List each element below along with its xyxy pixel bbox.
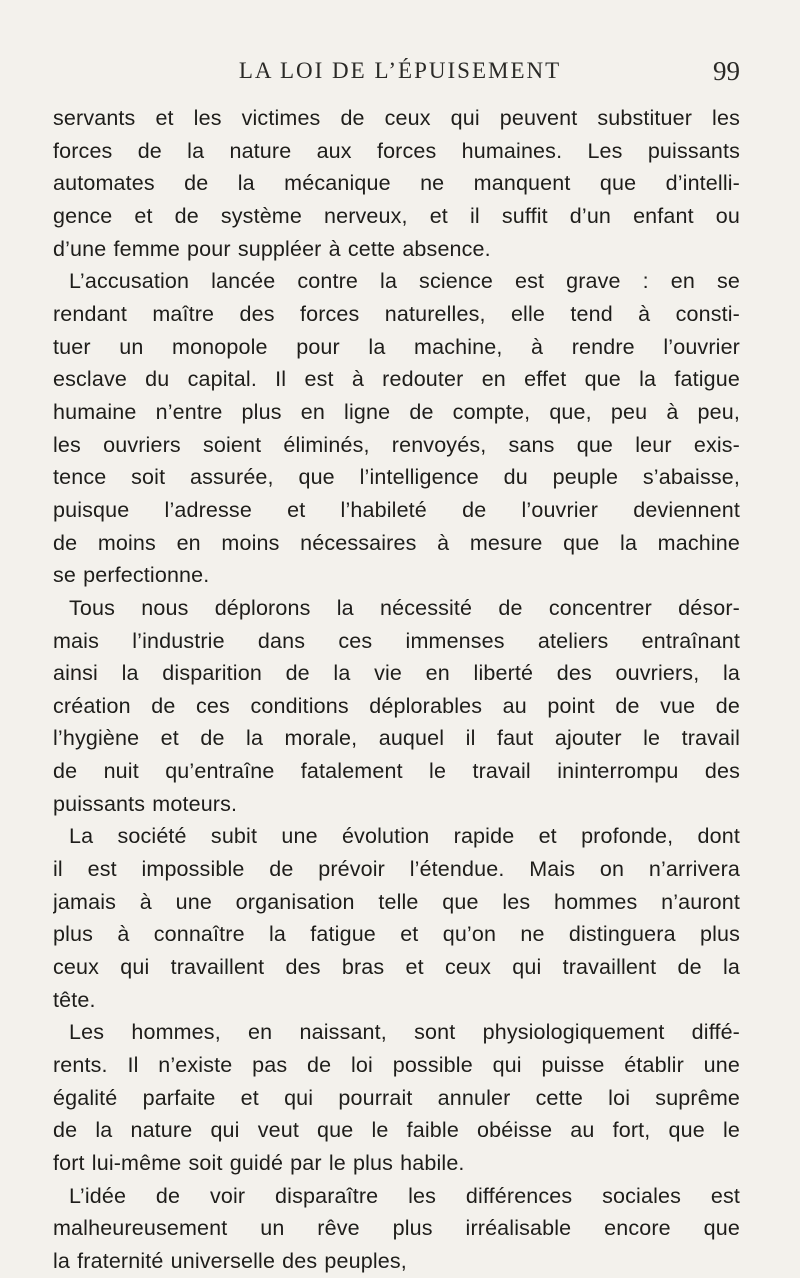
paragraph xyxy=(53,820,740,1016)
text-line: puissants moteurs. xyxy=(53,791,238,816)
text-line: ceux qui travaillent des bras et ceux qui travaillent de la xyxy=(53,955,740,980)
paragraph xyxy=(53,1180,740,1278)
text-line: mais l’industrie dans ces immenses ateliers entraînant xyxy=(53,628,740,653)
text-line: Les hommes, en naissant, sont physiologiquement diffé- xyxy=(69,1020,740,1045)
text-line: rendant maître des forces naturelles, elle tend à consti- xyxy=(53,301,740,326)
text-line: création de ces conditions déplorables au point de vue de xyxy=(53,693,740,718)
text-line: de moins en moins nécessaires à mesure que la machine xyxy=(53,530,740,555)
text-line: égalité parfaite et qui pourrait annuler cette loi suprême xyxy=(53,1085,740,1110)
text-line: esclave du capital. Il est à redouter en effet que la fatigue xyxy=(53,367,740,392)
text-line: L’idée de voir disparaître les différences sociales est xyxy=(69,1183,740,1208)
text-line: tuer un monopole pour la machine, à rendre l’ouvrier xyxy=(53,334,740,359)
body-text xyxy=(53,102,740,1278)
paragraph xyxy=(53,265,740,592)
page-number: 99 xyxy=(713,56,740,86)
text-line: plus à connaître la fatigue et qu’on ne distinguera plus xyxy=(53,922,740,947)
paragraph xyxy=(53,102,740,265)
text-line: humaine n’entre plus en ligne de compte, que, peu à peu, xyxy=(53,399,740,424)
text-line: d’une femme pour suppléer à cette absence. xyxy=(53,236,491,261)
text-line: rents. Il n’existe pas de loi possible qui puisse établir une xyxy=(53,1053,740,1078)
text-line: servants et les victimes de ceux qui peuvent substituer les xyxy=(53,106,740,130)
text-line: se perfectionne. xyxy=(53,563,210,588)
text-line: il est impossible de prévoir l’étendue. Mais on n’arrivera xyxy=(53,857,740,882)
text-line: fort lui-même soit guidé par le plus habile. xyxy=(53,1151,465,1175)
text-line: la fraternité universelle des peuples, xyxy=(53,1248,407,1273)
text-line: La société subit une évolution rapide et profonde, dont xyxy=(69,824,740,849)
text-line: les ouvriers soient éliminés, renvoyés, sans que leur exis- xyxy=(53,432,740,457)
text-line: l’hygiène et de la morale, auquel il faut ajouter le travail xyxy=(53,726,740,751)
paragraph xyxy=(53,592,740,821)
text-line: automates de la mécanique ne manquent que d’intelli- xyxy=(53,171,740,196)
text-line: L’accusation lancée contre la science est grave : en se xyxy=(69,269,740,294)
running-title: LA LOI DE L’ÉPUISEMENT xyxy=(238,58,562,83)
paragraph xyxy=(53,1016,740,1179)
text-line: de nuit qu’entraîne fatalement le travail ininterrompu des xyxy=(53,759,740,784)
text-line: tence soit assurée, que l’intelligence du peuple s’abaisse, xyxy=(53,465,740,490)
text-line: jamais à une organisation telle que les hommes n’auront xyxy=(53,889,740,914)
text-line: puisque l’adresse et l’habileté de l’ouvrier deviennent xyxy=(53,497,740,522)
text-line: Tous nous déplorons la nécessité de concentrer désor- xyxy=(69,595,740,620)
text-line: ainsi la disparition de la vie en liberté des ouvriers, la xyxy=(53,661,740,686)
running-header xyxy=(60,58,740,88)
text-line: forces de la nature aux forces humaines. Les puissants xyxy=(53,138,740,163)
text-line: malheureusement un rêve plus irréalisable encore que xyxy=(53,1216,740,1241)
text-line: de la nature qui veut que le faible obéisse au fort, que le xyxy=(53,1118,740,1143)
text-line: tête. xyxy=(53,987,96,1012)
text-line: gence et de système nerveux, et il suffit d’un enfant ou xyxy=(53,203,740,228)
